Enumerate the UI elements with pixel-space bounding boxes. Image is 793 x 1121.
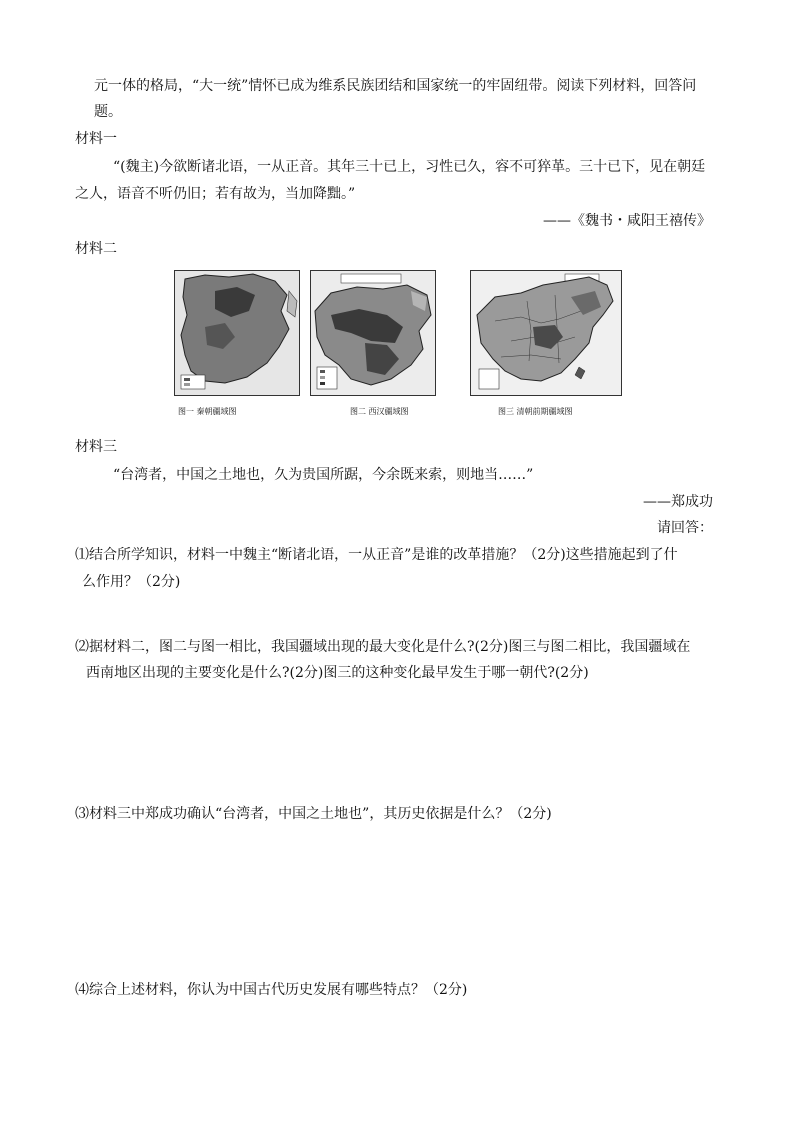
maps-figure — [170, 270, 630, 430]
material3-heading: 材料三 — [75, 439, 117, 455]
material1-line-1: “(魏主)今欲断诸北语，一从正音。其年三十已上，习性已久，容不可猝革。三十已下，见在朝廷 — [113, 159, 706, 175]
material1-line-2: 之人，语音不听仍旧；若有故为，当加降黜。” — [75, 186, 356, 202]
material3-quote: “台湾者，中国之土地也，久为贵国所踞，今余既来索，则地当……” — [113, 467, 534, 483]
intro-line-1: 元一体的格局，“大一统”情怀已成为维系民族团结和国家统一的牢固纽带。阅读下列材料，回答问 — [94, 78, 697, 94]
material2-heading: 材料二 — [75, 241, 117, 257]
material1-source: ——《魏书・咸阳王禧传》 — [543, 213, 711, 229]
question-1-line-1: ⑴结合所学知识，材料一中魏主“断诸北语，一从正音”是谁的改革措施？（2分)这些措施起到了什 — [75, 547, 678, 563]
answer-prompt: 请回答： — [657, 520, 713, 536]
map-qing-drawing — [471, 271, 621, 395]
question-1-line-2: 么作用？（2分) — [82, 574, 181, 590]
question-4: ⑷综合上述材料，你认为中国古代历史发展有哪些特点？（2分) — [75, 982, 468, 998]
map-qing-caption: 图三 清朝前期疆域图 — [498, 407, 573, 416]
map-qin-drawing — [175, 271, 299, 395]
material1-heading: 材料一 — [75, 131, 117, 147]
map-western-han — [310, 270, 436, 396]
map-western-han-drawing — [311, 271, 435, 395]
question-3: ⑶材料三中郑成功确认“台湾者，中国之土地也”，其历史依据是什么？（2分) — [75, 806, 552, 822]
question-2-line-2: 西南地区出现的主要变化是什么?(2分)图三的这种变化最早发生于哪一朝代?(2分) — [86, 665, 589, 681]
map-western-han-caption: 图二 西汉疆域图 — [350, 407, 409, 416]
question-2-line-1: ⑵据材料二，图二与图一相比，我国疆域出现的最大变化是什么?(2分)图三与图二相比，我国疆域在 — [75, 639, 691, 655]
map-qing — [470, 270, 622, 396]
intro-line-2: 题。 — [94, 104, 122, 120]
map-qin — [174, 270, 300, 396]
map-qin-caption: 图一 秦朝疆域图 — [178, 407, 237, 416]
material3-source: ——郑成功 — [643, 494, 713, 510]
